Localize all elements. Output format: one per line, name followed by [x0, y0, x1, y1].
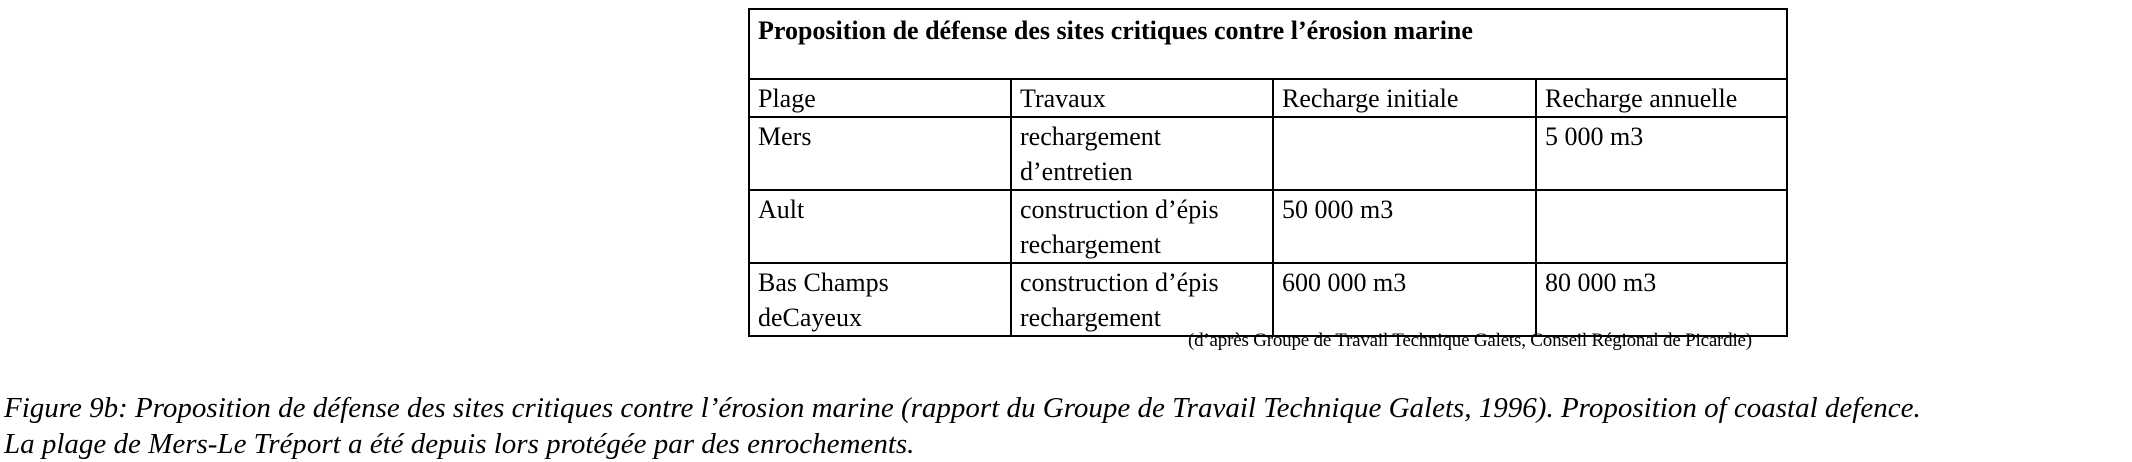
table-header-row [749, 79, 1787, 117]
defense-table-container [748, 8, 1786, 337]
cell-line: deCayeux [758, 303, 862, 332]
table-row [749, 117, 1787, 190]
table-row [749, 263, 1787, 336]
cell-line: construction d’épis [1020, 268, 1219, 297]
cell-line: rechargement [1020, 303, 1161, 332]
source-note: (d’après Groupe de Travail Technique Galets, Conseil Régional de Picardie) [1188, 330, 1752, 351]
cell-recharge-annuelle: 5 000 m3 [1536, 117, 1787, 190]
cell-line: d’entretien [1020, 157, 1133, 186]
cell-recharge-initiale [1273, 117, 1536, 190]
cell-travaux [1011, 117, 1273, 190]
header-recharge-annuelle: Recharge annuelle [1536, 79, 1787, 117]
figure-caption [4, 390, 2124, 462]
table-title-row [749, 9, 1787, 79]
table-title: Proposition de défense des sites critiques contre l’érosion marine [749, 9, 1787, 79]
cell-travaux [1011, 190, 1273, 263]
cell-plage [749, 117, 1011, 190]
cell-plage [749, 190, 1011, 263]
cell-travaux [1011, 263, 1273, 336]
header-plage: Plage [749, 79, 1011, 117]
cell-line: Bas Champs [758, 268, 889, 297]
caption-line-1: Figure 9b: Proposition de défense des sites critiques contre l’érosion marine (rapport du Groupe de Travail Technique Galets, 1996). Proposition of coastal defence. [4, 392, 1921, 424]
cell-line: construction d’épis [1020, 195, 1219, 224]
cell-recharge-annuelle [1536, 190, 1787, 263]
defense-table [748, 8, 1788, 337]
cell-recharge-annuelle: 80 000 m3 [1536, 263, 1787, 336]
cell-line: Ault [758, 195, 805, 224]
cell-line: rechargement [1020, 230, 1161, 259]
cell-line: Mers [758, 122, 812, 151]
table-row [749, 190, 1787, 263]
header-recharge-initiale: Recharge initiale [1273, 79, 1536, 117]
caption-line-2: La plage de Mers-Le Tréport a été depuis lors protégée par des enrochements. [4, 428, 915, 460]
header-travaux: Travaux [1011, 79, 1273, 117]
cell-recharge-initiale: 600 000 m3 [1273, 263, 1536, 336]
cell-line: rechargement [1020, 122, 1161, 151]
cell-recharge-initiale: 50 000 m3 [1273, 190, 1536, 263]
cell-plage [749, 263, 1011, 336]
